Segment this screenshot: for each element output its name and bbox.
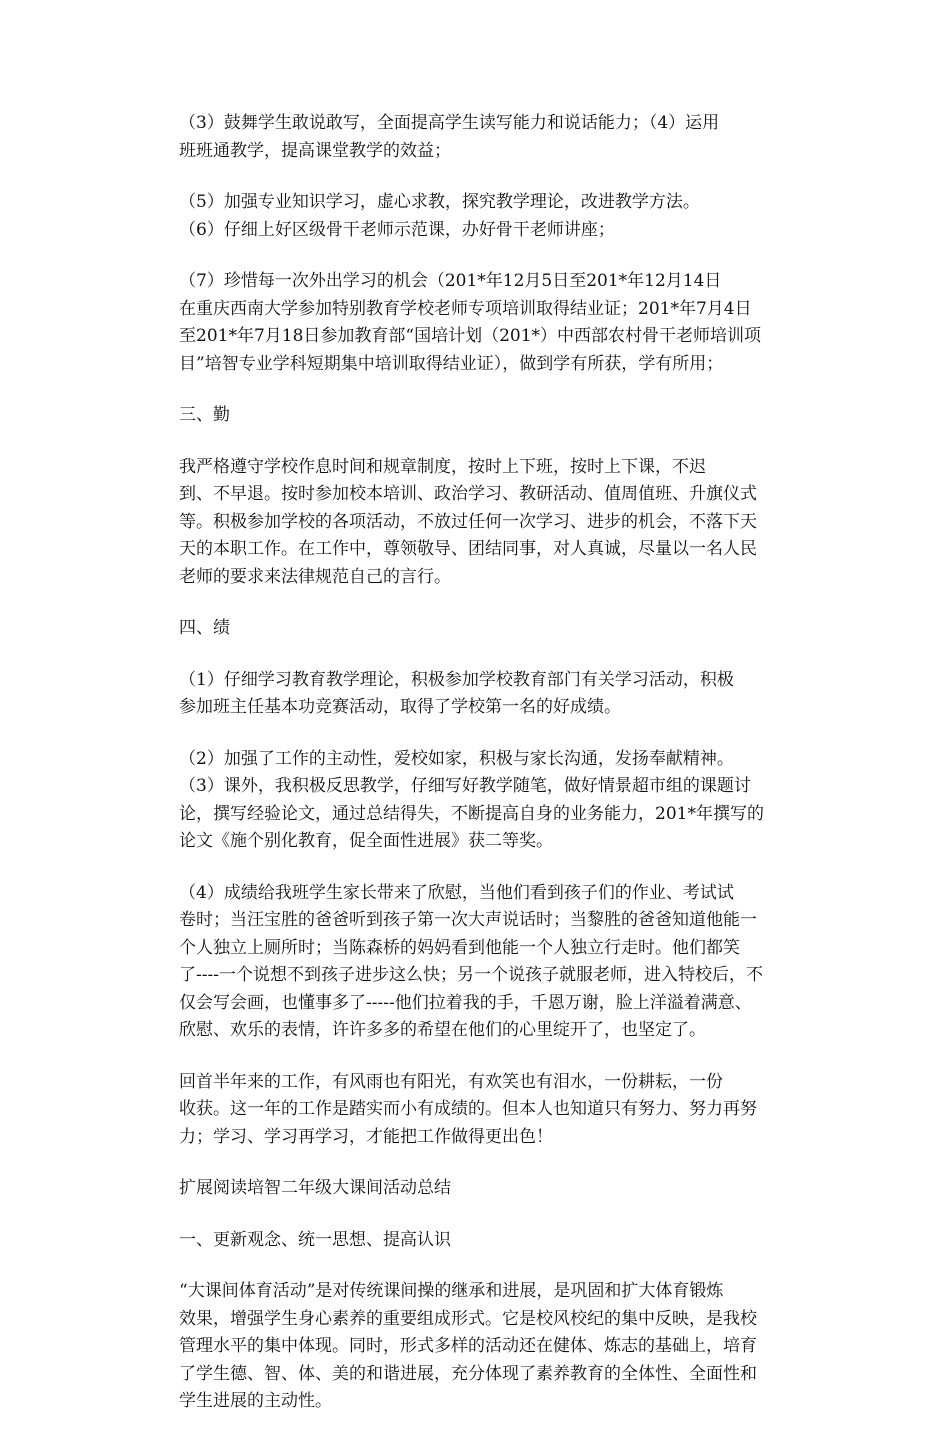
text-line: （4）成绩给我班学生家长带来了欣慰，当他们看到孩子们的作业、考试试: [179, 882, 734, 903]
text-line: 论，撰写经验论文，通过总结得失，不断提高自身的业务能力，201*年撰写的: [179, 803, 764, 824]
paragraph-5-6-professional-study: [145, 189, 805, 244]
text-line: 我严格遵守学校作息时间和规章制度，按时上下班，按时上下课，不迟: [179, 456, 706, 477]
section-heading-update-concepts: 一、更新观念、统一思想、提高认识: [179, 1229, 451, 1250]
text-line: 参加班主任基本功竞赛活动，取得了学校第一名的好成绩。: [179, 697, 621, 717]
text-line: 力；学习、学习再学习，才能把工作做得更出色！: [179, 1126, 553, 1147]
text-line: 了学生德、智、体、美的和谐进展，充分体现了素养教育的全体性、全面性和: [179, 1363, 757, 1384]
text-line: 个人独立上厕所时；当陈森桥的妈妈看到他能一个人独立行走时。他们都笑: [179, 937, 740, 958]
text-line: （7）珍惜每一次外出学习的机会（201*年12月5日至201*年12月14日: [179, 271, 722, 291]
text-line: 卷时；当汪宝胜的爸爸听到孩子第一次大声说话时；当黎胜的爸爸知道他能一: [179, 910, 757, 930]
text-line: “大课间体育活动”是对传统课间操的继承和进展，是巩固和扩大体育锻炼: [179, 1281, 724, 1301]
text-line: （2）加强了工作的主动性，爱校如家，积极与家长沟通，发扬奉献精神。: [179, 748, 734, 769]
text-line: 天的本职工作。在工作中，尊领敬导、团结同事，对人真诚，尽量以一名人民: [179, 539, 757, 559]
text-line: 仅会写会画，也懂事多了-----他们拉着我的手，千恩万谢，脸上洋溢着满意、: [179, 992, 752, 1013]
text-line: 回首半年来的工作，有风雨也有阳光，有欢笑也有泪水，一份耕耘，一份: [179, 1071, 723, 1092]
text-line: 在重庆西南大学参加特别教育学校老师专项培训取得结业证；201*年7月4日: [179, 298, 752, 319]
extended-reading-title: 扩展阅读培智二年级大课间活动总结: [179, 1178, 451, 1198]
paragraph-big-break-activity: [145, 1278, 805, 1416]
text-line: 了----一个说想不到孩子进步这么快；另一个说孩子就服老师，进入特校后，不: [179, 965, 763, 985]
section-heading-diligence: 三、勤: [179, 405, 230, 425]
text-line: 论文《施个别化教育，促全面性进展》获二等奖。: [179, 831, 553, 851]
paragraph-review: [145, 1069, 805, 1152]
text-line: 效果，增强学生身心素养的重要组成形式。它是校风校纪的集中反映，是我校: [179, 1308, 757, 1329]
section-heading-achievements: 四、绩: [179, 618, 230, 638]
paragraph-achievement-1: [145, 667, 805, 722]
text-line: 欣慰、欢乐的表情，许许多多的希望在他们的心里绽开了，也坚定了。: [179, 1020, 706, 1040]
text-line: 老师的要求来法律规范自己的言行。: [179, 566, 451, 587]
text-line: 管理水平的集中体现。同时，形式多样的活动还在健体、炼志的基础上，培育: [179, 1336, 757, 1356]
text-line: （6）仔细上好区级骨干老师示范课，办好骨干老师讲座；: [179, 219, 615, 240]
text-line: （3）鼓舞学生敢说敢写，全面提高学生读写能力和说话能力；（4）运用: [179, 113, 720, 133]
text-line: 到、不早退。按时参加校本培训、政治学习、教研活动、值周值班、升旗仪式: [179, 484, 757, 504]
text-line: 等。积极参加学校的各项活动，不放过任何一次学习、进步的机会，不落下天: [179, 511, 757, 532]
text-line: （1）仔细学习教育教学理论，积极参加学校教育部门有关学习活动，积极: [179, 669, 734, 690]
text-line: 学生进展的主动性。: [179, 1391, 332, 1411]
text-line: 至201*年7月18日参加教育部“国培计划（201*）中西部农村骨干老师培训项: [179, 326, 762, 346]
paragraph-7-training: [145, 268, 805, 378]
paragraph-achievement-4: [145, 880, 805, 1045]
paragraph-diligence: [145, 454, 805, 592]
text-line: （5）加强专业知识学习，虚心求教，探究教学理论，改进教学方法。: [179, 192, 700, 212]
text-line: （3）课外，我积极反思教学，仔细写好教学随笔，做好情景超市组的课题讨: [179, 776, 751, 796]
paragraph-achievement-2-3: [145, 746, 805, 856]
text-line: 目”培智专业学科短期集中培训取得结业证），做到学有所获，学有所用；: [179, 353, 724, 374]
paragraph-3-4-reading-writing: [145, 110, 805, 165]
text-line: 收获。这一年的工作是踏实而小有成绩的。但本人也知道只有努力、努力再努: [179, 1099, 757, 1119]
document-page: [145, 110, 805, 1440]
text-line: 班班通教学，提高课堂教学的效益；: [179, 140, 451, 161]
